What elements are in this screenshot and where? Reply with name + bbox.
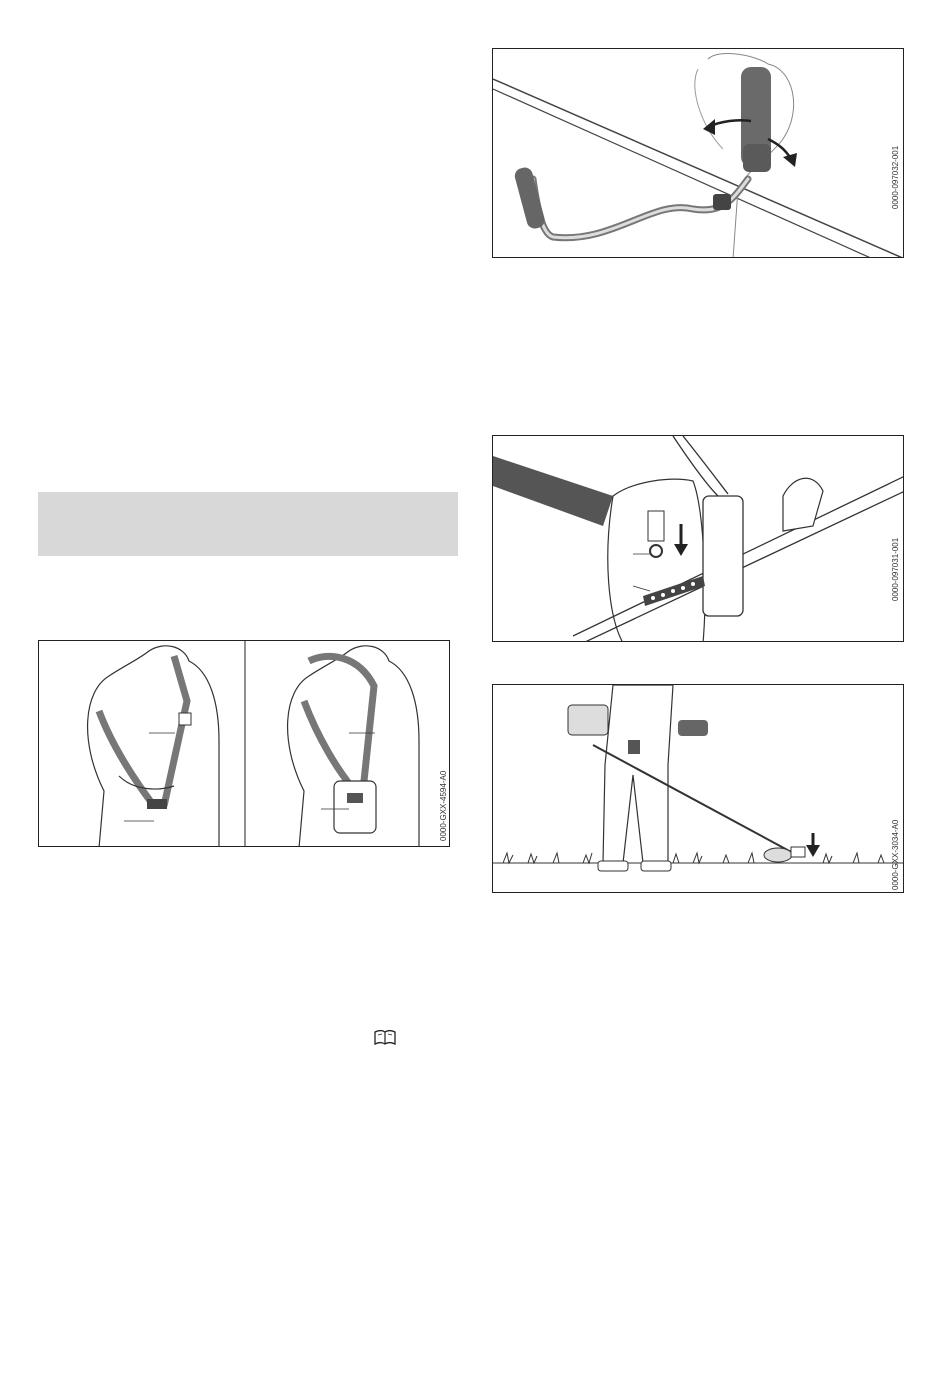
figure-code: 0000-GXX-3034-A0	[891, 819, 900, 890]
strap-attachment-illustration	[493, 436, 904, 642]
figure-handle-adjustment	[492, 48, 904, 258]
harness-illustration	[39, 641, 450, 847]
figure-strap-attachment	[492, 435, 904, 642]
book-icon	[374, 1030, 396, 1046]
section-heading-band	[38, 492, 458, 556]
figure-harness	[38, 640, 450, 847]
figure-code: 0000-097032-001	[891, 145, 900, 209]
figure-code: 0000-097031-001	[891, 537, 900, 601]
handle-adjustment-illustration	[493, 49, 904, 258]
balance-illustration	[493, 685, 904, 893]
figure-code: 0000-GXX-4594-A0	[439, 770, 448, 841]
figure-balance	[492, 684, 904, 893]
